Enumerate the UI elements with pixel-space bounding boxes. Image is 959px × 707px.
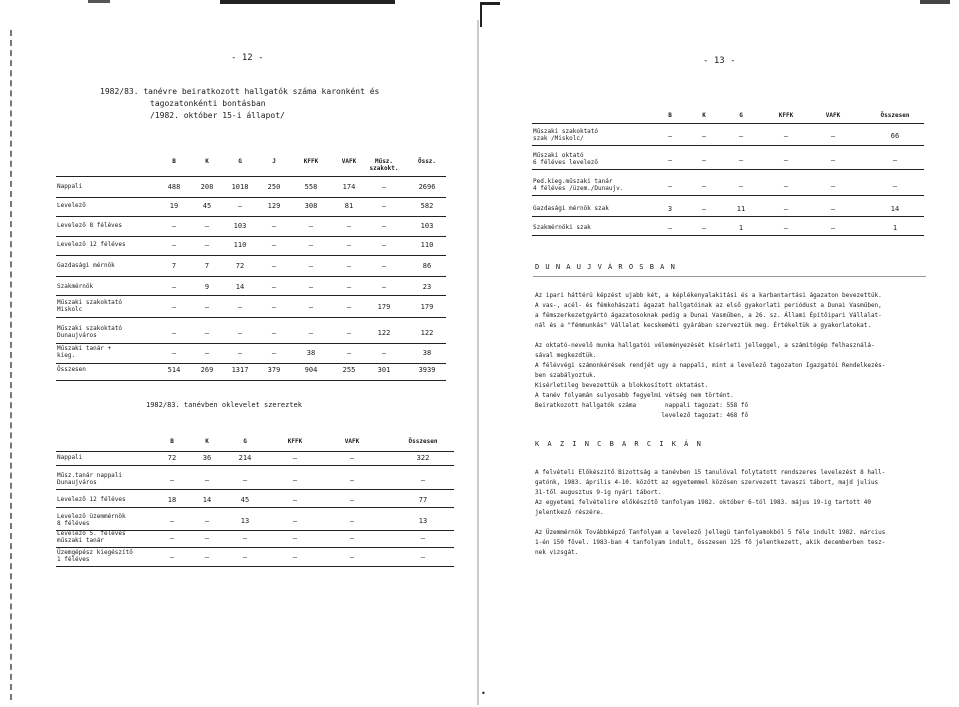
table-cell: –: [171, 241, 177, 249]
table-cell: 3: [667, 205, 673, 213]
table-cell: –: [271, 329, 277, 337]
table-cell: –: [346, 222, 352, 230]
table-cell: –: [783, 156, 789, 164]
table-cell: –: [783, 132, 789, 140]
table-cell: 110: [420, 241, 434, 249]
row-rule: [56, 363, 446, 364]
row-label: Levelező: [57, 202, 86, 209]
table-cell: –: [381, 183, 387, 191]
table-cell: –: [292, 454, 298, 462]
table-cell: –: [381, 241, 387, 249]
table-cell: 66: [890, 132, 900, 140]
table-cell: –: [783, 182, 789, 190]
table-cell: 103: [233, 222, 247, 230]
row-rule: [56, 197, 446, 198]
table-cell: 77: [418, 496, 428, 504]
table-cell: –: [830, 182, 836, 190]
table-cell: –: [242, 476, 248, 484]
table-cell: 174: [342, 183, 356, 191]
table-cell: –: [667, 156, 673, 164]
column-header: Össz.: [417, 158, 437, 165]
header-rule: [56, 451, 454, 452]
row-rule: [532, 145, 924, 146]
table-cell: 514: [167, 366, 181, 374]
row-label: Szakmérnöki szak: [533, 224, 591, 231]
row-label: Nappali: [57, 454, 83, 461]
table-cell: 1: [892, 224, 898, 232]
row-label: Levelező 5. féléves: [57, 530, 126, 537]
table-cell: 38: [306, 349, 316, 357]
row-rule: [532, 216, 924, 217]
table-cell: –: [667, 182, 673, 190]
text-line: sával megkezdtük.: [535, 352, 597, 359]
table-cell: –: [381, 222, 387, 230]
table-cell: –: [349, 534, 355, 542]
table-cell: 81: [344, 202, 354, 210]
table-cell: –: [738, 156, 744, 164]
table-cell: –: [308, 303, 314, 311]
binding-edge-left: [10, 30, 15, 700]
row-label: Levelező 12 féléves: [57, 496, 126, 503]
table-cell: –: [169, 534, 175, 542]
text-line: A felvételi Előkészítő Bizottság a tanévben 15 tanulóval folytatott rendszeres levelezést 8 hall-: [535, 469, 886, 476]
table-cell: –: [308, 329, 314, 337]
column-header: G: [739, 112, 743, 119]
text-line: Az Üzemmérnök Továbbképző Tanfolyam a levelező jellegü tanfolyamokból 5 féle indult 1982. március: [535, 529, 886, 536]
table-cell: –: [783, 205, 789, 213]
table-cell: –: [738, 132, 744, 140]
table-cell: 488: [167, 183, 181, 191]
table-cell: –: [204, 553, 210, 561]
table-cell: –: [701, 224, 707, 232]
table-cell: –: [830, 156, 836, 164]
table-cell: –: [308, 241, 314, 249]
table-cell: –: [381, 202, 387, 210]
table-cell: –: [237, 303, 243, 311]
table-cell: –: [171, 283, 177, 291]
column-header: J: [272, 158, 276, 165]
table-cell: –: [169, 476, 175, 484]
row-label: Műsz.tanár nappali: [57, 472, 123, 479]
row-label: 8 féléves: [57, 520, 90, 527]
table-cell: 14: [235, 283, 245, 291]
table-cell: 38: [422, 349, 432, 357]
table-cell: –: [271, 303, 277, 311]
table-cell: 14: [202, 496, 212, 504]
table-cell: 36: [202, 454, 212, 462]
row-label: Miskolc: [57, 306, 83, 313]
column-header: K: [205, 438, 209, 445]
row-label: Műszaki szakoktató: [533, 128, 599, 135]
row-label: Szakmérnök: [57, 283, 94, 290]
text-line: nál és a "fémmunkás" Vállalat kecskeméti gyárában szerveztük meg. Értékeltük a gyakorlatokat.: [535, 322, 871, 329]
table-cell: 14: [890, 205, 900, 213]
table-cell: –: [420, 476, 426, 484]
table-cell: 301: [377, 366, 391, 374]
table-cell: –: [171, 349, 177, 357]
row-label: Levelező üzemmérnök: [57, 513, 126, 520]
table-cell: 11: [736, 205, 746, 213]
header-rule: [532, 123, 924, 124]
row-rule: [56, 255, 446, 256]
table-cell: –: [830, 205, 836, 213]
row-rule: [56, 295, 446, 296]
table-cell: 7: [204, 262, 210, 270]
table-cell: –: [308, 283, 314, 291]
text-line: A vas-, acél- és fémkohászati ágazat hallgatóinak az első gyakorlati periódust a Dunai Vasműben,: [535, 302, 882, 309]
table-cell: 45: [202, 202, 212, 210]
column-header: VAFK: [341, 158, 357, 165]
text-line: 31-től augusztus 9-ig nyári tábort.: [535, 489, 662, 496]
left-page-number: - 12 -: [231, 53, 264, 63]
table-cell: –: [667, 224, 673, 232]
table-cell: 72: [235, 262, 245, 270]
table-cell: 2696: [418, 183, 436, 191]
table-cell: 1317: [231, 366, 249, 374]
bottom-mark: •: [481, 689, 486, 698]
row-label: műszaki tanár: [57, 537, 104, 544]
text-line: Az oktató-nevelő munka hallgatói véleményezését kísérleti jelleggel, a számitógép felhasználá-: [535, 342, 875, 349]
table-cell: –: [346, 303, 352, 311]
table-cell: –: [308, 262, 314, 270]
table-cell: –: [171, 303, 177, 311]
table-cell: –: [830, 224, 836, 232]
table-cell: –: [204, 534, 210, 542]
table-cell: –: [204, 222, 210, 230]
table-cell: –: [271, 349, 277, 357]
row-label: 4 féléves /üzem./Dunaujv.: [533, 185, 624, 192]
table-cell: 1018: [231, 183, 249, 191]
header-rule: [56, 176, 446, 177]
table-cell: 250: [267, 183, 281, 191]
table-cell: –: [242, 534, 248, 542]
row-rule: [56, 489, 454, 490]
dunaujvaros-text: [535, 291, 885, 421]
table-cell: –: [381, 349, 387, 357]
row-label: Dunaujváros: [57, 479, 97, 486]
table-cell: 269: [200, 366, 214, 374]
table-cell: 558: [304, 183, 318, 191]
table-cell: 208: [200, 183, 214, 191]
kazincbarcika-heading: K A Z I N C B A R C I K Á N: [535, 440, 703, 448]
right-page-number: - 13 -: [703, 56, 736, 66]
scan-artifact-top-left: [88, 0, 110, 3]
column-header: Műsz. szakokt.: [369, 158, 399, 172]
table-cell: –: [171, 222, 177, 230]
table-cell: 13: [240, 517, 250, 525]
row-label: Műszaki oktató: [533, 152, 584, 159]
scan-artifact-top-right-2: [920, 0, 950, 4]
row-label: Dunaujváros: [57, 332, 97, 339]
dunaujvaros-underline: [533, 276, 926, 277]
row-label: 6 féléves levelező: [533, 159, 599, 166]
left-title-line-2: tagozatonkénti bontásban: [150, 99, 266, 108]
row-label: Összesen: [57, 366, 86, 373]
column-header: B: [170, 438, 174, 445]
row-rule: [532, 195, 924, 196]
row-rule: [56, 276, 446, 277]
text-line: a fémszerkezetgyártó ágazatosoknak pedig a Dunai Vasműben, a 26. sz. Állami Építőipari Vállalat-: [535, 312, 882, 319]
table-cell: 13: [418, 517, 428, 525]
row-label: Levelező 8 féléves: [57, 222, 123, 229]
table-cell: 19: [169, 202, 179, 210]
table-cell: –: [292, 553, 298, 561]
left-title-line-3: /1982. október 15-i állapot/: [150, 111, 285, 120]
column-header: K: [205, 158, 209, 165]
table-cell: 110: [233, 241, 247, 249]
table-cell: –: [349, 553, 355, 561]
dunaujvaros-heading: D U N A U J V Á R O S B A N: [535, 263, 676, 271]
row-label: Üzemgépész kiegészítő: [57, 549, 133, 556]
table-cell: –: [830, 132, 836, 140]
table-cell: 3939: [418, 366, 436, 374]
table-cell: 103: [420, 222, 434, 230]
row-rule: [56, 380, 446, 381]
table-cell: 322: [416, 454, 430, 462]
column-header: G: [243, 438, 247, 445]
table-cell: 379: [267, 366, 281, 374]
table-cell: –: [292, 534, 298, 542]
table-cell: 45: [240, 496, 250, 504]
table-cell: –: [346, 283, 352, 291]
table-cell: 1: [738, 224, 744, 232]
row-label: szak /Miskolc/: [533, 135, 584, 142]
row-rule: [56, 547, 454, 548]
table-cell: –: [346, 241, 352, 249]
row-label: Levelező 12 féléves: [57, 241, 126, 248]
table-cell: –: [237, 329, 243, 337]
row-rule: [56, 566, 454, 567]
column-header: KFFK: [287, 438, 303, 445]
table-cell: 9: [204, 283, 210, 291]
row-rule: [532, 169, 924, 170]
row-label: Műszaki szakoktató: [57, 325, 123, 332]
table-cell: –: [701, 132, 707, 140]
table-cell: –: [346, 349, 352, 357]
text-line: A tanév folyamán sulyosabb fegyelmi vétség nem történt.: [535, 392, 734, 399]
row-label: Műszaki szakoktató: [57, 299, 123, 306]
row-rule: [56, 236, 446, 237]
table-cell: –: [271, 241, 277, 249]
row-label: Műszaki tanár +: [57, 345, 112, 352]
column-header: VAFK: [825, 112, 841, 119]
row-label: Gazdasági mérnök szak: [533, 205, 609, 212]
table-cell: –: [667, 132, 673, 140]
table-cell: 18: [167, 496, 177, 504]
table-cell: –: [420, 534, 426, 542]
scan-artifact-top: [220, 0, 395, 4]
table-cell: –: [892, 182, 898, 190]
table-cell: –: [701, 182, 707, 190]
diploma-caption: 1982/83. tanévben oklevelet szereztek: [146, 401, 302, 409]
table-cell: –: [237, 349, 243, 357]
table-cell: 582: [420, 202, 434, 210]
column-header: KFFK: [778, 112, 794, 119]
text-line: [535, 331, 885, 341]
row-label: Nappali: [57, 183, 83, 190]
table-cell: –: [169, 553, 175, 561]
row-rule: [56, 317, 446, 318]
row-rule: [56, 507, 454, 508]
table-cell: –: [204, 517, 210, 525]
table-cell: –: [204, 329, 210, 337]
table-cell: –: [381, 283, 387, 291]
table-cell: –: [381, 262, 387, 270]
table-cell: –: [271, 262, 277, 270]
table-cell: –: [271, 283, 277, 291]
table-cell: 122: [377, 329, 391, 337]
column-header: Összesen: [408, 438, 438, 445]
text-line: Az ipari háttérü képzést ujabb két, a képlékenyalakitási és a karbantartási ágazaton bevezettük.: [535, 292, 882, 299]
column-header: K: [702, 112, 706, 119]
row-rule: [56, 216, 446, 217]
row-label: 1 féléves: [57, 556, 90, 563]
table-cell: –: [738, 182, 744, 190]
table-cell: –: [171, 329, 177, 337]
left-title-line-1: 1982/83. tanévre beiratkozott hallgatók száma karonként és: [100, 87, 380, 96]
table-cell: –: [783, 224, 789, 232]
table-cell: –: [349, 476, 355, 484]
row-label: kieg.: [57, 352, 76, 359]
table-cell: 904: [304, 366, 318, 374]
kazincbarcika-text: [535, 468, 885, 558]
table-cell: 308: [304, 202, 318, 210]
table-cell: 179: [377, 303, 391, 311]
text-line: Kisérletileg bevezettük a blokkosított oktatást.: [535, 382, 709, 389]
row-label: Gazdasági mérnök: [57, 262, 115, 269]
table-cell: 255: [342, 366, 356, 374]
table-cell: –: [420, 553, 426, 561]
text-line: jelentkező részére.: [535, 509, 604, 516]
text-line: 1-én 150 fővel. 1983-ban 4 tanfolyam indult, összesen 125 fő jelentkezett, akik decemberben tesz-: [535, 539, 886, 546]
column-header: B: [668, 112, 672, 119]
table-cell: –: [346, 329, 352, 337]
table-cell: 72: [167, 454, 177, 462]
row-rule: [532, 235, 924, 236]
table-cell: –: [204, 303, 210, 311]
table-cell: –: [292, 517, 298, 525]
table-cell: –: [292, 496, 298, 504]
table-cell: –: [242, 553, 248, 561]
table-cell: –: [308, 222, 314, 230]
table-cell: –: [271, 222, 277, 230]
table-cell: –: [349, 496, 355, 504]
row-rule: [56, 465, 454, 466]
column-header: B: [172, 158, 176, 165]
page-fold: [477, 20, 479, 705]
text-line: nek vizsgát.: [535, 549, 579, 556]
text-line: A félévvégi számonkérések rendjét ugy a nappali, mint a levelező tagozaton Igazgatói Rendelkezés-: [535, 362, 886, 369]
text-line: gatónk, 1983. április 4-10. között az egyetemmel közösen szervezett tavaszi tábort, majd julius: [535, 479, 879, 486]
table-cell: –: [169, 517, 175, 525]
row-label: Ped.kieg.műszaki tanár: [533, 178, 613, 185]
row-rule: [56, 343, 446, 344]
text-line: Beiratkozott hallgatók száma nappali tagozat: 558 fő: [535, 402, 749, 409]
column-header: G: [238, 158, 242, 165]
table-cell: –: [892, 156, 898, 164]
table-cell: 86: [422, 262, 432, 270]
table-cell: –: [237, 202, 243, 210]
text-line: ben szabályoztuk.: [535, 372, 597, 379]
table-cell: –: [204, 349, 210, 357]
column-header: KFFK: [303, 158, 319, 165]
table-cell: 129: [267, 202, 281, 210]
table-cell: –: [701, 156, 707, 164]
table-cell: –: [346, 262, 352, 270]
text-line: [535, 518, 885, 528]
column-header: Összesen: [880, 112, 910, 119]
table-cell: –: [349, 517, 355, 525]
table-cell: –: [349, 454, 355, 462]
table-cell: 122: [420, 329, 434, 337]
table-cell: 179: [420, 303, 434, 311]
text-line: Az egyetemi felvételire előkészítő tanfolyam 1982. október 6-tól 1983. május 19-ig tartott 40: [535, 499, 871, 506]
table-cell: 23: [422, 283, 432, 291]
table-cell: –: [204, 476, 210, 484]
scan-artifact-top-right: [480, 2, 500, 27]
table-cell: –: [204, 241, 210, 249]
column-header: VAFK: [344, 438, 360, 445]
table-cell: 214: [238, 454, 252, 462]
table-cell: –: [701, 205, 707, 213]
table-cell: 7: [171, 262, 177, 270]
text-line: levelező tagozat: 468 fő: [535, 412, 749, 419]
table-cell: –: [292, 476, 298, 484]
